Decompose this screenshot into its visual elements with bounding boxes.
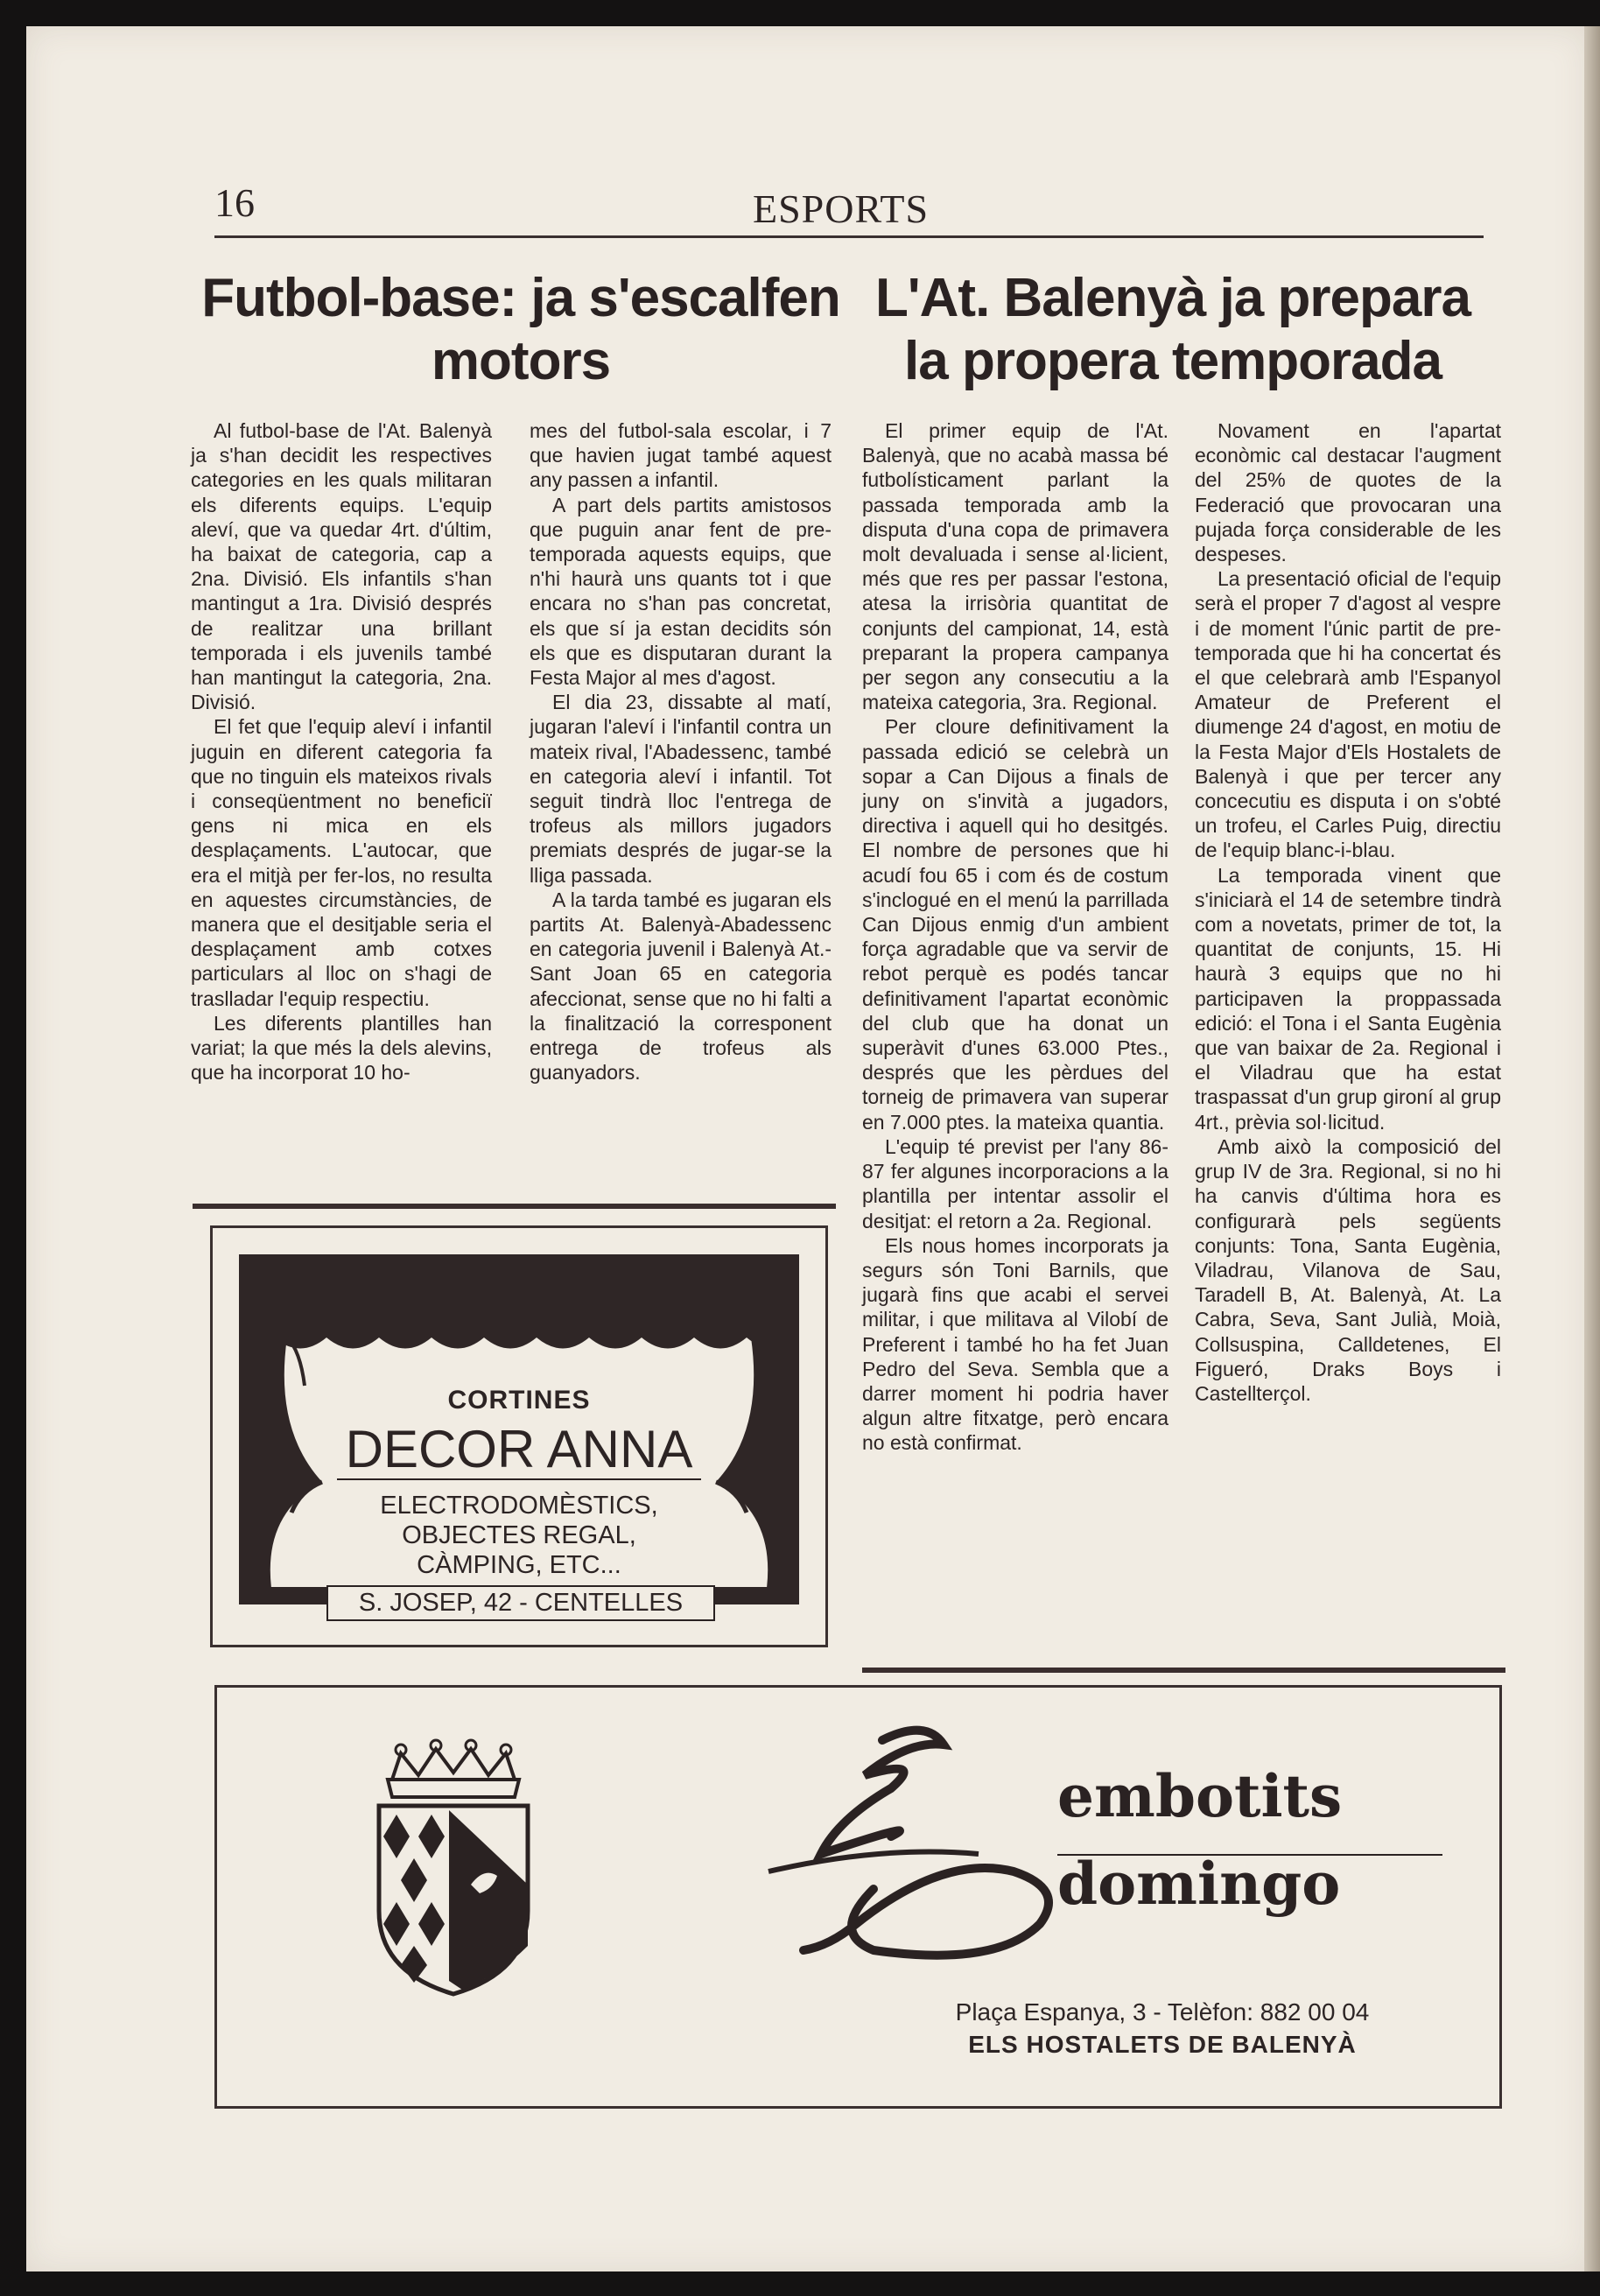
ed-monogram-logo bbox=[751, 1723, 1066, 1977]
article-column-4 bbox=[1195, 418, 1501, 1406]
ad-products bbox=[326, 1491, 712, 1580]
ad-title: CORTINES bbox=[447, 1386, 591, 1415]
paragraph: Al futbol-base de l'At. Balenyà ja s'han decidit les respectives categories en les quals militaran els diferents equips. L'equip aleví, que va quedar 4rt. d'últim, ha baixat de categoria, cap a 2na. Divisió. Els infantils s'han mantingut a 1ra. Divisió després de realitzar una brillant temporada i els juvenils també han mantingut la categoria, 2na. Divisió. bbox=[191, 419, 492, 714]
article-column-1 bbox=[191, 418, 492, 1085]
ad-product-line: ELECTRODOMÈSTICS, bbox=[380, 1492, 658, 1520]
paragraph: Els nous homes incorporats ja segurs són Toni Barnils, que jugarà fins que acabi el servei militar, i que militava al Vilobí de Preferent i també ho ha fet Juan Pedro del Seva. Sembla que a darrer moment hi podria haver algun altre fitxatge, però encara no està confirmat. bbox=[862, 1233, 1168, 1455]
headline-line: Futbol-base: ja s'escalfen bbox=[201, 268, 840, 328]
paragraph: La temporada vinent que s'iniciarà el 14 de setembre tindrà com a novetats, primer de tot, la quantitat de conjunts, 15. Hi haurà 3 equips que no hi participaven la proppassada edició: el Tona i el Santa Eugènia que van baixar de 2a. Regional i el Viladrau que ha estat traspassat d'un grup gironí al grup 4rt., prèvia sol·licitud. bbox=[1195, 863, 1501, 1134]
paragraph: Per cloure definitivament la passada edició se celebrà un sopar a Can Dijous a finals de juny on s'invità a jugadors, directiva i aquell qui ho desitgés. El nombre de persones que hi acudí fou 65 i com és de costum s'inclogué en el menú la parrillada Can Dijous enmig d'un ambient força agradable que va servir de rebot perquè es podés tancar definitivament l'apartat econòmic del club que ha donat un superàvit d'unes 63.000 Ptes., després que les pèrdues del torneig de primavera van superar en 7.000 ptes. la mateixa quantia. bbox=[862, 715, 1168, 1134]
headline-line: L'At. Balenyà ja prepara bbox=[875, 268, 1470, 328]
paragraph: A part dels partits amistosos que puguin anar fent de pre-temporada aquests equips, que n'hi haurà uns quants tot i que encara no s'han pas concretat, els que sí ja estan decidits són els que es disputaran durant la Festa Major al mes d'agost. bbox=[530, 493, 832, 690]
ad-product-line: CÀMPING, ETC... bbox=[417, 1551, 621, 1579]
headline-line: motors bbox=[431, 331, 611, 391]
ad-brand: DECOR ANNA bbox=[337, 1421, 701, 1480]
ad-stage bbox=[239, 1254, 799, 1617]
paragraph: La presentació oficial de l'equip serà el proper 7 d'agost al vespre i de moment l'únic partit de pre-temporada que hi ha concertat és el que celebrarà amb l'Espanyol Amateur de Preferent el diumenge 24 d'agost, en motiu de la Festa Major d'Els Hostalets de Balenyà i que per tercer any concecutiu es disputa i on s'obté un trofeu, el Carles Puig, directiu de l'equip blanc-i-blau. bbox=[1195, 567, 1501, 862]
page-edge bbox=[1584, 26, 1600, 2271]
header-rule bbox=[214, 235, 1484, 238]
paragraph: Les diferents plantilles han variat; la que més la dels alevins, que ha incorporat 10 ho- bbox=[191, 1011, 492, 1085]
paragraph: mes del futbol-sala escolar, i 7 que havien jugat també aquest any passen a infantil. bbox=[530, 419, 832, 492]
article-column-2 bbox=[530, 418, 832, 1085]
ad-decor-anna bbox=[210, 1225, 828, 1647]
section-title: ESPORTS bbox=[753, 186, 930, 231]
ad-embotits-domingo bbox=[214, 1685, 1502, 2109]
section-rule bbox=[193, 1204, 836, 1209]
headline-line: la propera temporada bbox=[904, 331, 1442, 391]
coat-of-arms-icon bbox=[366, 1736, 541, 1998]
ad-address: Plaça Espanya, 3 - Telèfon: 882 00 04 bbox=[955, 1998, 1370, 2026]
paragraph: L'equip té previst per l'any 86-87 fer algunes incorporacions a la plantilla per intentar assolir el desitjat: el retorn a 2a. Regional. bbox=[862, 1134, 1168, 1232]
paragraph: El primer equip de l'At. Balenyà, que no acabà massa bé futbolísticament parlant la passada temporada amb la disputa d'una copa de primavera molt devaluada i sense al·licient, més que res per passar l'estona, atesa la irrisòria quantitat de conjunts del campionat, 14, està preparant la propera campanya per segon any consecutiu a la mateixa categoria, 3ra. Regional. bbox=[862, 419, 1168, 714]
section-rule bbox=[862, 1668, 1505, 1673]
page-number: 16 bbox=[214, 180, 255, 225]
article-column-3 bbox=[862, 418, 1168, 1456]
paragraph: Amb això la composició del grup IV de 3ra. Regional, si no hi ha canvis d'última hora es configurarà pels següents conjunts: Tona, Santa Eugènia, Viladrau, Vilanova de Sau, Taradell B, At. Balenyà, At. La Cabra, Seva, Sant Julià, Moià, Collsuspina, Calldetenes, El Figueró, Draks Boys i Castellterçol. bbox=[1195, 1134, 1501, 1405]
ad-brand-line: domingo bbox=[1057, 1850, 1341, 1918]
ad-brand-line: embotits bbox=[1057, 1762, 1343, 1830]
ad-product-line: OBJECTES REGAL, bbox=[402, 1521, 636, 1549]
ad-address: S. JOSEP, 42 - CENTELLES bbox=[326, 1585, 715, 1621]
paragraph: A la tarda també es jugaran els partits At. Balenyà-Abadessenc en categoria juvenil i Balenyà At.-Sant Joan 65 en categoria afeccionat, sense que no hi falti a la finalització la corresponent entrega de trofeus als guanyadors. bbox=[530, 888, 832, 1085]
headline-futbol-base bbox=[188, 267, 853, 393]
paragraph: El dia 23, dissabte al matí, jugaran l'aleví i l'infantil contra un mateix rival, l'Abadessenc, també en categoria aleví i infantil. Tot seguit tindrà lloc l'entrega de trofeus als millors jugadors premiats després de jugar-se la lliga passada. bbox=[530, 691, 832, 887]
paragraph: El fet que l'equip aleví i infantil juguin en diferent categoria fa que no tinguin els mateixos rivals i conseqüentment no beneficiï gens ni mica en els desplaçaments. L'autocar, que era el mitjà per fer-los, no resulta en aquestes circumstàncies, de manera que el desitjable seria el desplaçament amb cotxes particulars al lloc on s'hagi de traslladar l'equip respectiu. bbox=[191, 715, 492, 1010]
ad-town: ELS HOSTALETS DE BALENYÀ bbox=[968, 2031, 1357, 2058]
headline-at-balenya bbox=[862, 267, 1484, 393]
paragraph: Novament en l'apartat econòmic cal destacar l'augment del 25% de quotes de la Federació que provocaran una pujada força considerable de les despeses. bbox=[1195, 419, 1501, 566]
